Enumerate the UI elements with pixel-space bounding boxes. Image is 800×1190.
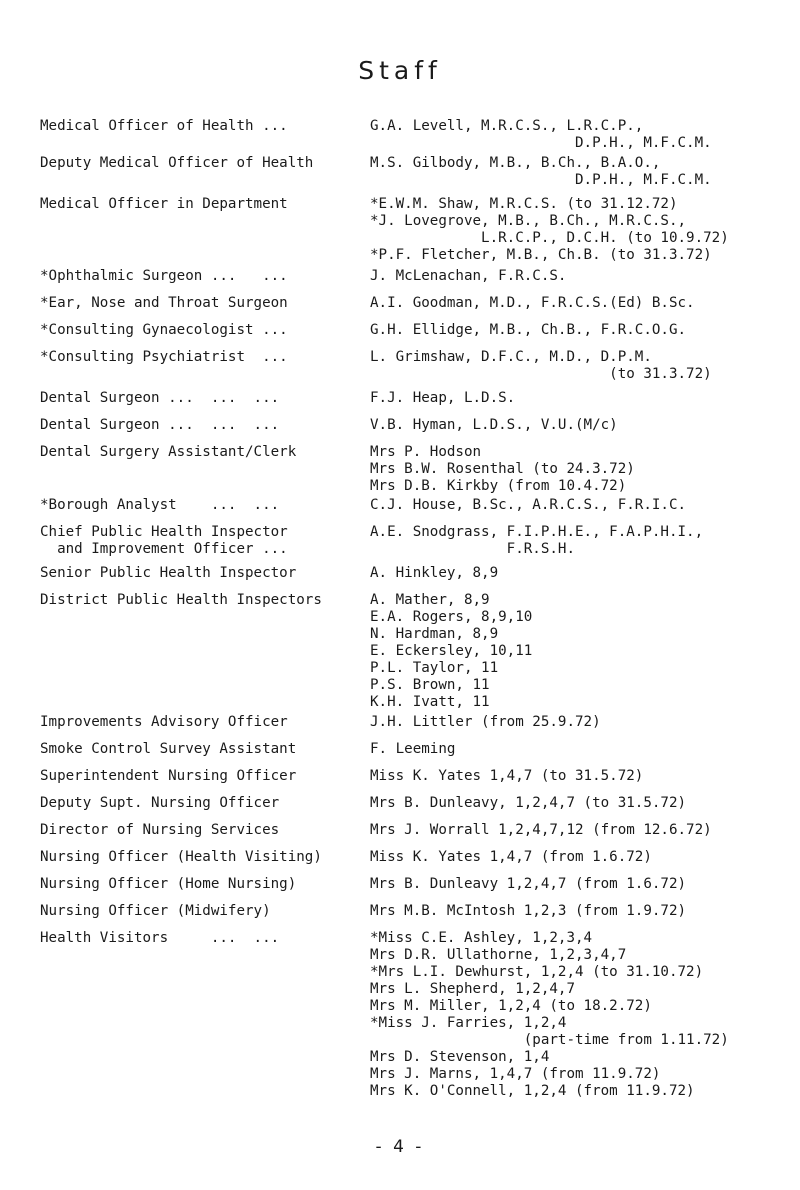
staff-holder <box>370 497 790 514</box>
staff-holder-line: Mrs K. O'Connell, 1,2,4 (from 11.9.72) <box>370 1083 695 1099</box>
staff-holder <box>370 268 790 285</box>
staff-holder-line: F.R.S.H. <box>370 541 575 557</box>
staff-role: *Consulting Gynaecologist ... <box>40 322 288 338</box>
staff-holder <box>370 349 790 383</box>
staff-holder-line: A. Hinkley, 8,9 <box>370 565 499 581</box>
staff-role: *Borough Analyst ... ... <box>40 497 280 513</box>
staff-role: Medical Officer in Department <box>40 196 288 212</box>
staff-holder-line: (part-time from 1.11.72) <box>370 1032 729 1048</box>
staff-holder <box>370 741 790 758</box>
staff-holder-line: Mrs P. Hodson <box>370 444 482 460</box>
staff-role: Improvements Advisory Officer <box>40 714 288 730</box>
staff-holder <box>370 295 790 312</box>
staff-holder <box>370 903 790 920</box>
staff-holder <box>370 155 790 189</box>
staff-holder-line: Mrs D.R. Ullathorne, 1,2,3,4,7 <box>370 947 627 963</box>
staff-holder <box>370 930 790 1100</box>
staff-role: *Ear, Nose and Throat Surgeon <box>40 295 288 311</box>
staff-holder-line: D.P.H., M.F.C.M. <box>370 172 712 188</box>
staff-role: Deputy Supt. Nursing Officer <box>40 795 280 811</box>
staff-holder-line: M.S. Gilbody, M.B., B.Ch., B.A.O., <box>370 155 661 171</box>
staff-holder <box>370 196 790 264</box>
staff-holder <box>370 565 790 582</box>
staff-holder-line: J.H. Littler (from 25.9.72) <box>370 714 601 730</box>
staff-holder-line: V.B. Hyman, L.D.S., V.U.(M/c) <box>370 417 618 433</box>
staff-holder <box>370 849 790 866</box>
staff-holder-line: Mrs D. Stevenson, 1,4 <box>370 1049 550 1065</box>
staff-holder <box>370 876 790 893</box>
staff-holder-line: A.I. Goodman, M.D., F.R.C.S.(Ed) B.Sc. <box>370 295 695 311</box>
staff-holder-line: A.E. Snodgrass, F.I.P.H.E., F.A.P.H.I., <box>370 524 704 540</box>
staff-holder-line: *Miss J. Farries, 1,2,4 <box>370 1015 567 1031</box>
page-title: Staff <box>358 56 442 85</box>
staff-holder-line: Mrs J. Marns, 1,4,7 (from 11.9.72) <box>370 1066 661 1082</box>
staff-role: *Ophthalmic Surgeon ... ... <box>40 268 288 284</box>
staff-holder-line: Mrs M. Miller, 1,2,4 (to 18.2.72) <box>370 998 652 1014</box>
staff-holder <box>370 322 790 339</box>
staff-role: Medical Officer of Health ... <box>40 118 288 134</box>
staff-role: Nursing Officer (Home Nursing) <box>40 876 297 892</box>
staff-holder-line: Mrs L. Shepherd, 1,2,4,7 <box>370 981 575 997</box>
staff-holder-line: J. McLenachan, F.R.C.S. <box>370 268 567 284</box>
staff-role: Nursing Officer (Midwifery) <box>40 903 271 919</box>
staff-holder <box>370 714 790 731</box>
staff-role: Smoke Control Survey Assistant <box>40 741 297 757</box>
staff-holder <box>370 524 790 558</box>
staff-holder-line: Mrs M.B. McIntosh 1,2,3 (from 1.9.72) <box>370 903 687 919</box>
staff-holder-line: N. Hardman, 8,9 <box>370 626 499 642</box>
staff-holder-line: P.L. Taylor, 11 <box>370 660 499 676</box>
staff-holder-line: D.P.H., M.F.C.M. <box>370 135 712 151</box>
staff-holder-line: Miss K. Yates 1,4,7 (to 31.5.72) <box>370 768 644 784</box>
staff-holder-line: P.S. Brown, 11 <box>370 677 490 693</box>
staff-holder-line: G.A. Levell, M.R.C.S., L.R.C.P., <box>370 118 644 134</box>
staff-holder-line: A. Mather, 8,9 <box>370 592 490 608</box>
staff-role: Dental Surgeon ... ... ... <box>40 417 280 433</box>
staff-holder <box>370 417 790 434</box>
staff-holder-line: L.R.C.P., D.C.H. (to 10.9.72) <box>370 230 729 246</box>
staff-holder-line: Miss K. Yates 1,4,7 (from 1.6.72) <box>370 849 652 865</box>
staff-role: Chief Public Health Inspector and Improvement Officer ... <box>40 524 288 557</box>
staff-role: Dental Surgeon ... ... ... <box>40 390 280 406</box>
staff-holder-line: Mrs J. Worrall 1,2,4,7,12 (from 12.6.72) <box>370 822 712 838</box>
staff-holder-line: F. Leeming <box>370 741 456 757</box>
staff-holder-line: K.H. Ivatt, 11 <box>370 694 490 710</box>
staff-holder <box>370 768 790 785</box>
staff-holder-line: *Mrs L.I. Dewhurst, 1,2,4 (to 31.10.72) <box>370 964 704 980</box>
staff-holder-line: Mrs D.B. Kirkby (from 10.4.72) <box>370 478 627 494</box>
staff-holder <box>370 390 790 407</box>
staff-holder <box>370 822 790 839</box>
staff-holder-line: Mrs B. Dunleavy 1,2,4,7 (from 1.6.72) <box>370 876 687 892</box>
staff-role: Nursing Officer (Health Visiting) <box>40 849 322 865</box>
staff-holder-line: L. Grimshaw, D.F.C., M.D., D.P.M. <box>370 349 652 365</box>
staff-holder-line: (to 31.3.72) <box>370 366 712 382</box>
staff-holder-line: *P.F. Fletcher, M.B., Ch.B. (to 31.3.72) <box>370 247 712 263</box>
staff-holder-line: *E.W.M. Shaw, M.R.C.S. (to 31.12.72) <box>370 196 678 212</box>
staff-role: Director of Nursing Services <box>40 822 280 838</box>
staff-holder <box>370 795 790 812</box>
staff-role: *Consulting Psychiatrist ... <box>40 349 288 365</box>
staff-holder-line: Mrs B.W. Rosenthal (to 24.3.72) <box>370 461 635 477</box>
staff-role: Deputy Medical Officer of Health <box>40 155 314 171</box>
staff-role: Health Visitors ... ... <box>40 930 280 946</box>
page-number: - 4 - <box>375 1137 425 1157</box>
staff-holder-line: Mrs B. Dunleavy, 1,2,4,7 (to 31.5.72) <box>370 795 687 811</box>
staff-holder-line: G.H. Ellidge, M.B., Ch.B., F.R.C.O.G. <box>370 322 687 338</box>
staff-role: Senior Public Health Inspector <box>40 565 297 581</box>
staff-holder-line: C.J. House, B.Sc., A.R.C.S., F.R.I.C. <box>370 497 687 513</box>
staff-role: Superintendent Nursing Officer <box>40 768 297 784</box>
staff-holder-line: *Miss C.E. Ashley, 1,2,3,4 <box>370 930 593 946</box>
staff-holder <box>370 592 790 711</box>
staff-holder-line: E.A. Rogers, 8,9,10 <box>370 609 533 625</box>
staff-holder-line: E. Eckersley, 10,11 <box>370 643 533 659</box>
staff-role: District Public Health Inspectors <box>40 592 322 608</box>
staff-holder-line: F.J. Heap, L.D.S. <box>370 390 516 406</box>
staff-holder-line: *J. Lovegrove, M.B., B.Ch., M.R.C.S., <box>370 213 687 229</box>
staff-role: Dental Surgery Assistant/Clerk <box>40 444 297 460</box>
staff-holder <box>370 118 790 152</box>
staff-holder <box>370 444 790 495</box>
